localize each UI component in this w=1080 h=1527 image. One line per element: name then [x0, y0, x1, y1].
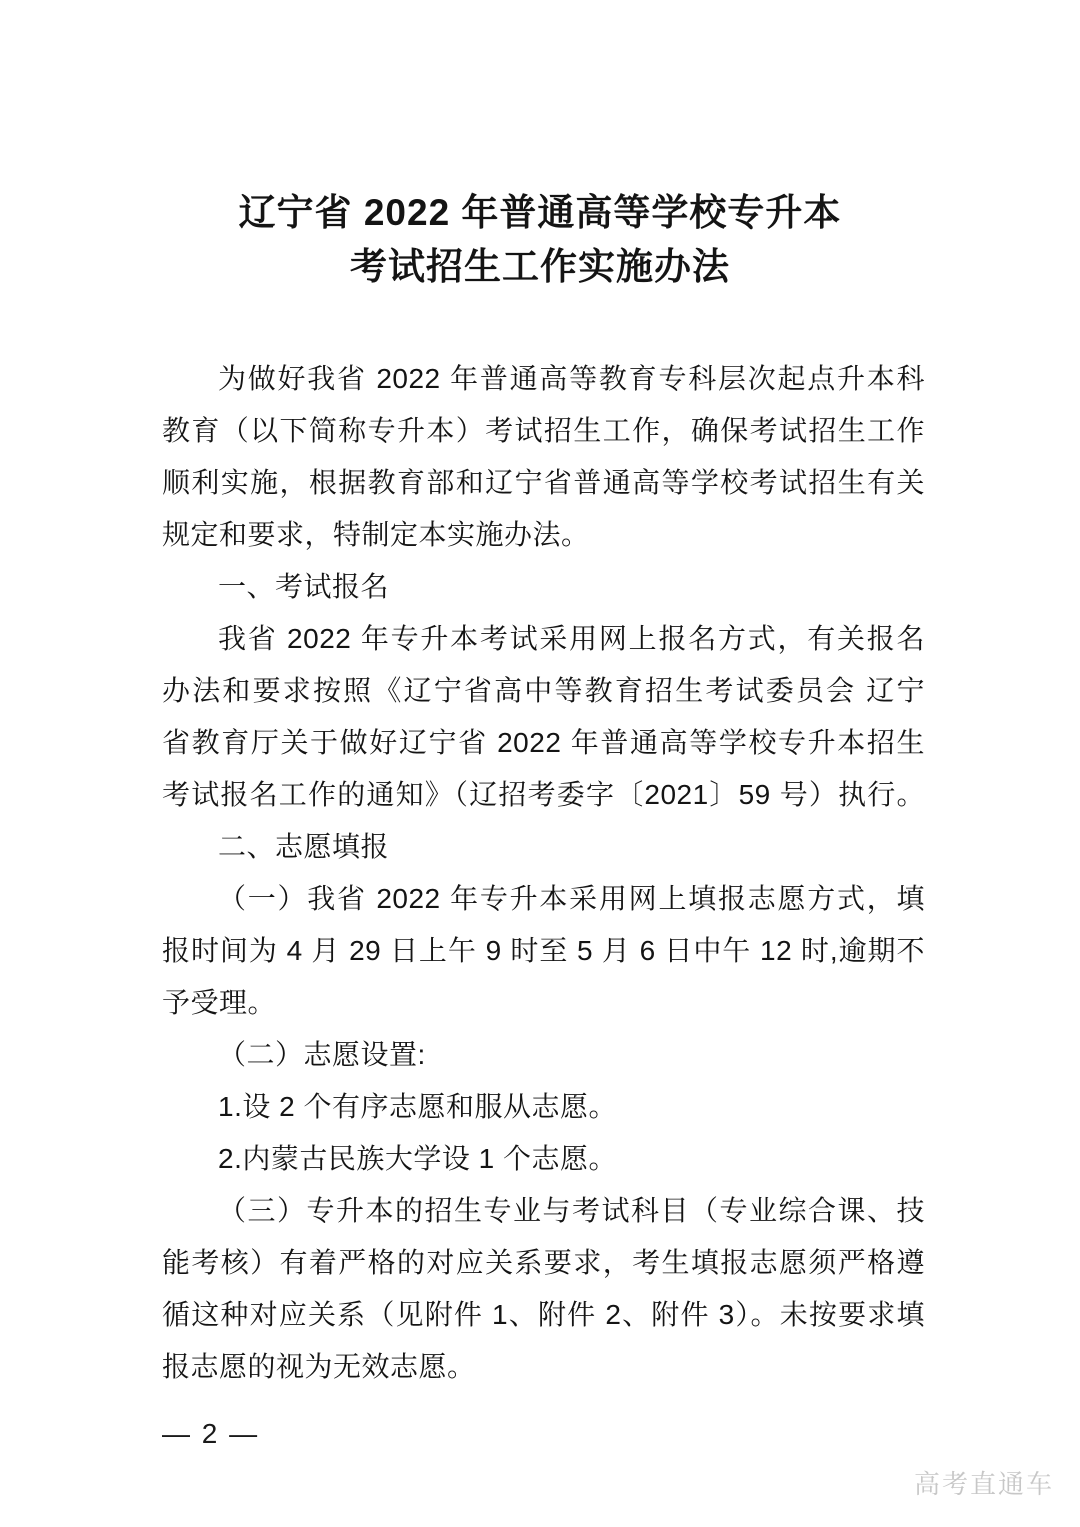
- list-item: 2.内蒙古民族大学设 1 个志愿。: [218, 1143, 617, 1174]
- body-line: 报志愿的视为无效志愿。: [162, 1351, 476, 1382]
- page-number: — 2 —: [162, 1418, 260, 1449]
- sub-heading: （二）志愿设置:: [218, 1039, 426, 1070]
- document-title: [0, 186, 1080, 294]
- section-heading: 二、志愿填报: [218, 831, 390, 862]
- body-line: 教育（以下简称专升本）考试招生工作，确保考试招生工作: [162, 415, 925, 446]
- body-line: 考试报名工作的通知》（辽招考委字〔2021〕59 号）执行。: [162, 779, 925, 810]
- body-line: 办法和要求按照《辽宁省高中等教育招生考试委员会 辽宁: [162, 675, 925, 706]
- document-title-line-2: 考试招生工作实施办法: [350, 246, 730, 287]
- body-line: 予受理。: [162, 987, 277, 1018]
- document-body: [162, 353, 925, 1393]
- body-line: 我省 2022 年专升本考试采用网上报名方式，有关报名: [218, 623, 925, 654]
- body-line: 顺利实施，根据教育部和辽宁省普通高等学校考试招生有关: [162, 467, 925, 498]
- section-heading: 一、考试报名: [218, 571, 390, 602]
- body-line: 报时间为 4 月 29 日上午 9 时至 5 月 6 日中午 12 时,逾期不: [162, 935, 925, 966]
- body-line: 规定和要求，特制定本实施办法。: [162, 519, 590, 550]
- body-line: （三）专升本的招生专业与考试科目（专业综合课、技: [218, 1195, 925, 1226]
- body-line: 循这种对应关系（见附件 1、附件 2、附件 3）。未按要求填: [162, 1299, 925, 1330]
- document-title-line-1: 辽宁省 2022 年普通高等学校专升本: [238, 192, 842, 233]
- body-line: 能考核）有着严格的对应关系要求，考生填报志愿须严格遵: [162, 1247, 925, 1278]
- watermark: 高考直通车: [913, 1469, 1054, 1499]
- body-line: 省教育厅关于做好辽宁省 2022 年普通高等学校专升本招生: [162, 727, 925, 758]
- body-line: 为做好我省 2022 年普通高等教育专科层次起点升本科: [218, 363, 925, 394]
- body-line: （一）我省 2022 年专升本采用网上填报志愿方式，填: [218, 883, 925, 914]
- list-item: 1.设 2 个有序志愿和服从志愿。: [218, 1091, 617, 1122]
